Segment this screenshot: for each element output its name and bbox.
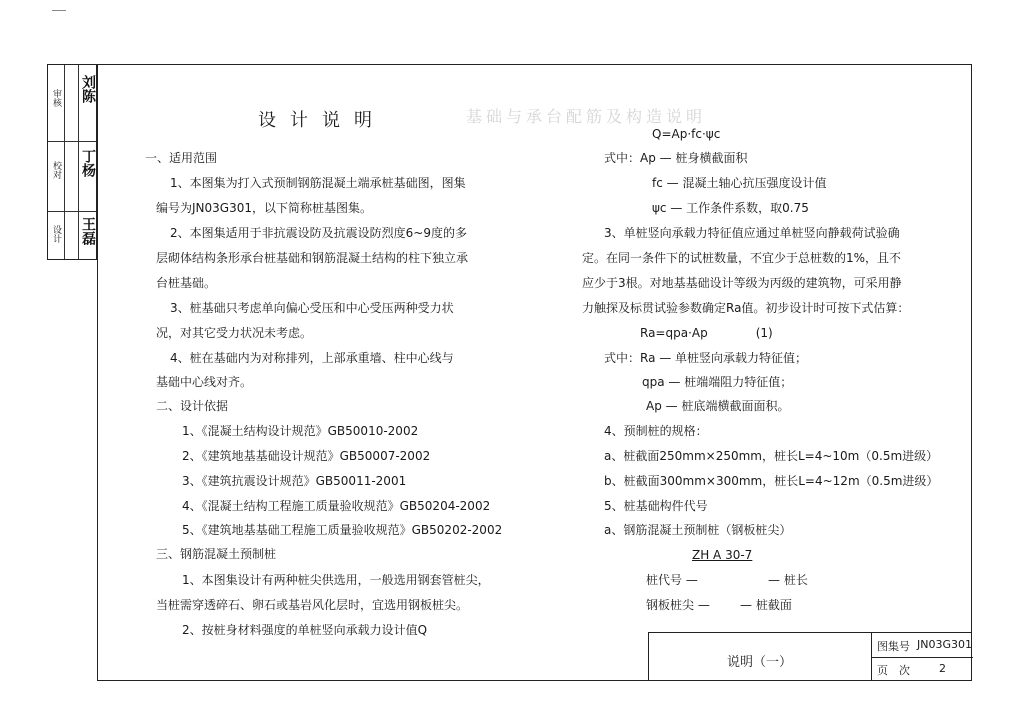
- drawing-frame: [97, 64, 972, 681]
- pile-code-example: ZH A 30-7: [692, 548, 753, 562]
- page-number-label: 页 次: [877, 664, 910, 677]
- pile-code-label: 桩代号 —: [646, 573, 698, 587]
- right-line: 式中：Ap — 桩身横截面积: [604, 151, 748, 165]
- right-line: 定。在同一条件下的试桩数量，不宜少于总桩数的1%，且不: [582, 251, 902, 265]
- right-line: fc — 混凝土轴心抗压强度设计值: [652, 176, 827, 190]
- left-line-heading-1: 一、适用范围: [145, 151, 218, 165]
- right-line: Ap — 桩底端横截面面积。: [646, 399, 790, 413]
- left-line: 2、按桩身材料强度的单桩竖向承载力设计值Q: [182, 623, 428, 637]
- faint-heading: 基础与承台配筋及构造说明: [466, 107, 707, 126]
- right-line: 式中：Ra — 单桩竖向承载力特征值；: [604, 351, 808, 365]
- page-title: 设计说明: [258, 110, 386, 131]
- left-line: 层砌体结构条形承台桩基础和钢筋混凝土结构的柱下独立承: [156, 251, 469, 265]
- left-line-heading-2: 二、设计依据: [156, 399, 229, 413]
- left-line: 当桩需穿透碎石、卵石或基岩风化层时，宜选用钢板桩尖。: [156, 598, 469, 612]
- right-line: 力触探及标贯试验参数确定Ra值。初步设计时可按下式估算：: [582, 301, 910, 315]
- left-line-heading-3: 三、钢筋混凝土预制桩: [156, 547, 277, 561]
- right-line-spec: a、桩截面250mm×250mm，桩长L=4~10m（0.5m进级）: [604, 449, 939, 463]
- title-block: [648, 632, 972, 681]
- left-line: 2、本图集适用于非抗震设防及抗震设防烈度6~9度的多: [170, 226, 467, 240]
- page-number: 2: [939, 662, 946, 675]
- left-line-standard: 4、《混凝土结构工程施工质量验收规范》GB50204-2002: [182, 499, 491, 513]
- right-line: 5、桩基础构件代号: [604, 499, 708, 513]
- left-line-standard: 5、《建筑地基基础工程施工质量验收规范》GB50202-2002: [182, 523, 503, 537]
- right-line: 4、预制桩的规格：: [604, 424, 708, 438]
- left-line-standard: 3、《建筑抗震设计规范》GB50011-2001: [182, 474, 407, 488]
- sidebar-row-line: [48, 211, 96, 212]
- right-line: ψc — 工作条件系数，取0.75: [652, 201, 809, 215]
- sidebar-row-line: [48, 141, 96, 142]
- left-line: 况，对其它受力状况未考虑。: [156, 326, 313, 340]
- atlas-number: JN03G301: [917, 638, 972, 651]
- left-line: 基础中心线对齐。: [156, 375, 253, 389]
- pile-length-label: — 桩长: [768, 573, 808, 587]
- signature-review: 刘陈: [80, 75, 96, 103]
- sidebar-label-review: 审核: [51, 89, 61, 107]
- left-line-standard: 2、《建筑地基基础设计规范》GB50007-2002: [182, 449, 431, 463]
- left-line: 1、本图集为打入式预制钢筋混凝土端承桩基础图，图集: [170, 176, 466, 190]
- pile-section-label: — 桩截面: [740, 598, 792, 612]
- signature-sidebar: [47, 64, 97, 260]
- signature-check: 丁杨: [80, 149, 96, 177]
- title-block-divider: [871, 657, 973, 658]
- left-line: 3、桩基础只考虑单向偏心受压和中心受压两种受力状: [170, 301, 454, 315]
- right-line-formula: Q=Ap·fc·ψc: [652, 127, 721, 141]
- steel-tip-label: 钢板桩尖 —: [646, 598, 710, 612]
- sheet-name: 说明（一）: [727, 655, 793, 670]
- sidebar-divider: [64, 65, 65, 259]
- signature-design: 王磊: [80, 217, 96, 245]
- right-line: qpa — 桩端端阻力特征值；: [642, 375, 793, 389]
- left-line-standard: 1、《混凝土结构设计规范》GB50010-2002: [182, 424, 419, 438]
- sidebar-label-design: 设计: [51, 225, 61, 243]
- right-line: 应少于3根。对地基基础设计等级为丙级的建筑物，可采用静: [582, 276, 902, 290]
- left-line: 4、桩在基础内为对称排列，上部承重墙、柱中心线与: [170, 351, 454, 365]
- right-line-spec: b、桩截面300mm×300mm，桩长L=4~12m（0.5m进级）: [604, 474, 939, 488]
- right-line: 3、单桩竖向承载力特征值应通过单桩竖向静载荷试验确: [604, 226, 900, 240]
- right-line-formula: Ra=qpa·Ap (1): [640, 326, 773, 340]
- right-line: a、钢筋混凝土预制桩（钢板桩尖）: [604, 523, 792, 537]
- left-line: 台桩基础。: [156, 276, 217, 290]
- corner-mark: [52, 10, 66, 11]
- left-line: 1、本图集设计有两种桩尖供选用，一般选用钢套管桩尖，: [182, 573, 490, 587]
- left-line: 编号为JN03G301，以下简称桩基图集。: [156, 201, 372, 215]
- sidebar-label-check: 校对: [51, 161, 61, 179]
- atlas-number-label: 图集号: [877, 640, 910, 653]
